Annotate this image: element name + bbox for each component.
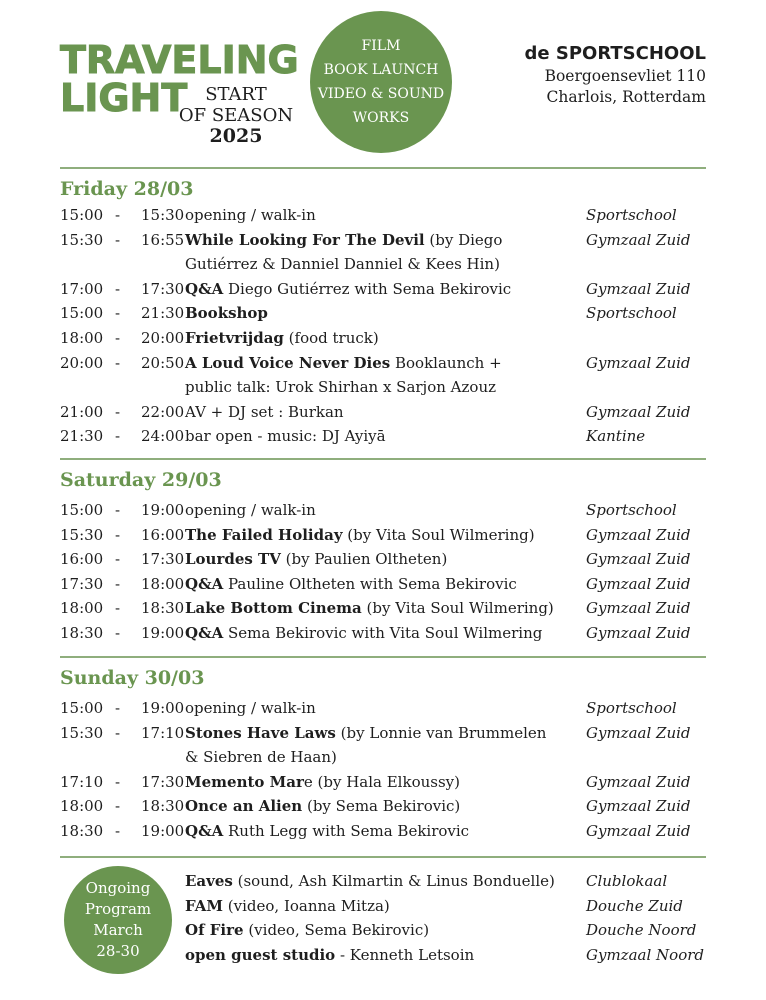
- location: Sportschool: [586, 206, 677, 224]
- program-description: [185, 301, 585, 326]
- location: Gymzaal Noord: [586, 945, 704, 964]
- location: Clublokaal: [586, 872, 668, 890]
- schedule-row: [60, 326, 710, 351]
- location: Sportschool: [586, 304, 677, 323]
- location: Gymzaal Zuid: [586, 772, 691, 791]
- start-time: 17:30: [60, 574, 104, 593]
- start-time: 18:00: [60, 797, 104, 816]
- venue-name: de SPORTSCHOOL: [524, 43, 706, 64]
- season-line-1: START: [205, 84, 267, 105]
- program-description: [185, 596, 585, 621]
- divider: [60, 656, 706, 658]
- schedule-row: [60, 252, 710, 277]
- location: Gymzaal Zuid: [586, 723, 691, 742]
- end-time: 15:30: [141, 206, 185, 224]
- schedule-row: [60, 572, 710, 597]
- program-details: e (by Hala Elkoussy): [303, 772, 460, 791]
- end-time: 16:00: [141, 525, 185, 544]
- day-title-sunday: Sunday 30/03: [60, 667, 205, 689]
- ongoing-row: [185, 894, 710, 918]
- start-time: 16:00: [60, 550, 104, 569]
- program-details: Sema Bekirovic with Vita Soul Wilmering: [223, 624, 543, 642]
- schedule-row: [60, 745, 710, 770]
- program-title: Stones Have Laws: [185, 723, 336, 742]
- program-description: [185, 918, 585, 942]
- schedule-row: [60, 375, 710, 400]
- program-details: AV + DJ set : Burkan: [185, 402, 344, 421]
- location: Douche Noord: [586, 921, 697, 939]
- end-time: 20:50: [141, 353, 185, 372]
- program-details: & Siebren de Haan): [185, 748, 337, 767]
- start-time: 21:00: [60, 402, 104, 421]
- start-time: 18:00: [60, 329, 104, 347]
- program-details: bar open - music: DJ Ayiyā: [185, 427, 386, 446]
- location: Kantine: [586, 427, 646, 446]
- program-description: [185, 326, 585, 351]
- end-time: 17:30: [141, 772, 185, 791]
- location: Gymzaal Zuid: [586, 599, 691, 618]
- program-details: Booklaunch +: [390, 353, 502, 372]
- location: Gymzaal Zuid: [586, 402, 691, 421]
- ongoing-line-3: March: [93, 921, 143, 939]
- divider: [60, 856, 706, 858]
- time-separator: -: [115, 279, 121, 298]
- program-description: [185, 351, 585, 376]
- program-details: opening / walk-in: [185, 206, 316, 224]
- time-separator: -: [115, 797, 121, 816]
- venue-address: Boergoensevliet 110: [544, 67, 706, 85]
- program-details: Ruth Legg with Sema Bekirovic: [223, 822, 470, 840]
- program-title: Q&A: [185, 574, 224, 593]
- program-details: (by Sema Bekirovic): [302, 797, 461, 816]
- season-year: 2025: [209, 125, 263, 147]
- program-title: While Looking For The Devil: [185, 230, 425, 249]
- schedule-row: [60, 621, 710, 646]
- program-title: A Loud Voice Never Dies: [185, 353, 391, 372]
- time-separator: -: [115, 206, 121, 224]
- location: Gymzaal Zuid: [586, 574, 691, 593]
- start-time: 21:30: [60, 427, 104, 446]
- event-title-line-2: LIGHT: [60, 76, 188, 120]
- program-description: [185, 869, 585, 893]
- schedule-row: [60, 400, 710, 425]
- schedule-row: [60, 424, 710, 449]
- location: Douche Zuid: [586, 896, 683, 915]
- time-separator: -: [115, 822, 121, 840]
- program-title: Lake Bottom Cinema: [185, 599, 362, 618]
- end-time: 18:30: [141, 797, 185, 816]
- start-time: 15:30: [60, 723, 104, 742]
- location: Sportschool: [586, 699, 677, 717]
- program-details: (food truck): [283, 329, 379, 347]
- end-time: 24:00: [141, 427, 185, 446]
- start-time: 15:00: [60, 501, 104, 519]
- program-title: Frietvrijdag: [185, 329, 284, 347]
- program-details: (by Paulien Oltheten): [280, 550, 448, 569]
- program-details: (video, Ioanna Mitza): [223, 896, 390, 915]
- time-separator: -: [115, 525, 121, 544]
- location: Sportschool: [586, 501, 677, 519]
- location: Gymzaal Zuid: [586, 550, 691, 569]
- start-time: 15:30: [60, 525, 104, 544]
- program-title: Once an Alien: [185, 797, 303, 816]
- program-details: (by Lonnie van Brummelen: [335, 723, 547, 742]
- end-time: 17:10: [141, 723, 185, 742]
- venue-block: [525, 42, 706, 108]
- time-separator: -: [115, 599, 121, 618]
- end-time: 16:55: [141, 230, 185, 249]
- program-details: - Kenneth Letsoin: [335, 945, 475, 964]
- program-description: [185, 819, 585, 844]
- program-details: (video, Sema Bekirovic): [243, 921, 430, 939]
- program-description: [185, 277, 585, 302]
- program-title: Q&A: [185, 279, 224, 298]
- ongoing-row: [185, 918, 710, 942]
- program-description: [185, 252, 585, 277]
- start-time: 18:30: [60, 822, 104, 840]
- program-details: opening / walk-in: [185, 699, 316, 717]
- time-separator: -: [115, 699, 121, 717]
- divider: [60, 458, 706, 460]
- schedule-row: [60, 696, 710, 721]
- program-description: [185, 400, 585, 425]
- day-title-saturday: Saturday 29/03: [60, 469, 222, 491]
- location: Gymzaal Zuid: [586, 822, 691, 840]
- time-separator: -: [115, 723, 121, 742]
- schedule-row: [60, 228, 710, 253]
- start-time: 15:30: [60, 230, 104, 249]
- end-time: 18:00: [141, 574, 185, 593]
- program-details: public talk: Urok Shirhan x Sarjon Azouz: [185, 378, 497, 397]
- location: Gymzaal Zuid: [586, 797, 691, 816]
- program-description: [185, 770, 585, 795]
- program-description: [185, 745, 585, 770]
- time-separator: -: [115, 772, 121, 791]
- venue-city: Charlois, Rotterdam: [546, 88, 706, 106]
- start-time: 17:00: [60, 279, 104, 298]
- schedule-row: [60, 770, 710, 795]
- program-details: (by Diego: [424, 230, 503, 249]
- season-label: [174, 84, 298, 147]
- program-details: (by Vita Soul Wilmering): [361, 599, 554, 618]
- program-title: FAM: [185, 896, 224, 915]
- schedule-row: [60, 351, 710, 376]
- program-description: [185, 375, 585, 400]
- time-separator: -: [115, 230, 121, 249]
- category-film: FILM: [361, 38, 401, 54]
- location: Gymzaal Zuid: [586, 279, 691, 298]
- program-description: [185, 498, 585, 523]
- program-title: The Failed Holiday: [185, 525, 343, 544]
- program-description: [185, 572, 585, 597]
- ongoing-row: [185, 943, 710, 967]
- category-works: WORKS: [352, 110, 410, 126]
- program-description: [185, 894, 585, 918]
- end-time: 19:00: [141, 822, 185, 840]
- time-separator: -: [115, 329, 121, 347]
- start-time: 18:00: [60, 599, 104, 618]
- ongoing-line-4: 28-30: [96, 942, 140, 960]
- program-description: [185, 523, 585, 548]
- program-description: [185, 794, 585, 819]
- schedule-row: [60, 301, 710, 326]
- schedule-row: [60, 819, 710, 844]
- program-details: opening / walk-in: [185, 501, 316, 519]
- end-time: 21:30: [141, 304, 185, 323]
- end-time: 17:30: [141, 550, 185, 569]
- schedule-row: [60, 203, 710, 228]
- ongoing-line-1: Ongoing: [85, 879, 151, 897]
- time-separator: -: [115, 353, 121, 372]
- program-details: Gutiérrez & Danniel Danniel & Kees Hin): [185, 255, 500, 274]
- end-time: 22:00: [141, 402, 185, 421]
- program-description: [185, 721, 585, 746]
- program-description: [185, 228, 585, 253]
- category-video-sound: VIDEO & SOUND: [317, 86, 445, 102]
- start-time: 15:00: [60, 304, 104, 323]
- program-description: [185, 203, 585, 228]
- program-details: (by Vita Soul Wilmering): [342, 525, 535, 544]
- end-time: 20:00: [141, 329, 185, 347]
- ongoing-row: [185, 869, 710, 893]
- day-title-friday: Friday 28/03: [60, 178, 194, 200]
- program-title: Memento Mar: [185, 772, 304, 791]
- start-time: 15:00: [60, 206, 104, 224]
- program-title: Q&A: [185, 624, 224, 642]
- start-time: 17:10: [60, 772, 104, 791]
- program-title: Q&A: [185, 822, 224, 840]
- schedule-row: [60, 523, 710, 548]
- location: Gymzaal Zuid: [586, 525, 691, 544]
- ongoing-line-2: Program: [84, 900, 152, 918]
- time-separator: -: [115, 574, 121, 593]
- schedule-row: [60, 498, 710, 523]
- time-separator: -: [115, 624, 121, 642]
- program-title: Of Fire: [185, 921, 244, 939]
- schedule-row: [60, 277, 710, 302]
- time-separator: -: [115, 304, 121, 323]
- end-time: 19:00: [141, 699, 185, 717]
- program-title: Lourdes TV: [185, 550, 281, 569]
- start-time: 15:00: [60, 699, 104, 717]
- location: Gymzaal Zuid: [586, 230, 691, 249]
- program-details: Diego Gutiérrez with Sema Bekirovic: [223, 279, 512, 298]
- program-description: [185, 547, 585, 572]
- program-title: Eaves: [185, 872, 233, 890]
- end-time: 18:30: [141, 599, 185, 618]
- location: Gymzaal Zuid: [586, 353, 691, 372]
- program-details: (sound, Ash Kilmartin & Linus Bonduelle): [232, 872, 555, 890]
- end-time: 17:30: [141, 279, 185, 298]
- season-line-2: OF SEASON: [178, 105, 294, 126]
- schedule-row: [60, 596, 710, 621]
- schedule-row: [60, 794, 710, 819]
- program-description: [185, 696, 585, 721]
- program-description: [185, 424, 585, 449]
- program-description: [185, 621, 585, 646]
- divider: [60, 167, 706, 169]
- end-time: 19:00: [141, 501, 185, 519]
- schedule-row: [60, 547, 710, 572]
- time-separator: -: [115, 427, 121, 446]
- program-details: Pauline Oltheten with Sema Bekirovic: [223, 574, 517, 593]
- end-time: 19:00: [141, 624, 185, 642]
- time-separator: -: [115, 501, 121, 519]
- time-separator: -: [115, 402, 121, 421]
- time-separator: -: [115, 550, 121, 569]
- schedule-row: [60, 721, 710, 746]
- location: Gymzaal Zuid: [586, 624, 691, 642]
- event-title-line-1: TRAVELING: [60, 38, 299, 82]
- program-title: open guest studio: [185, 945, 336, 964]
- program-title: Bookshop: [185, 304, 268, 323]
- ongoing-program-badge: [64, 866, 172, 974]
- category-book-launch: BOOK LAUNCH: [323, 62, 439, 78]
- program-description: [185, 943, 585, 967]
- categories-badge: [310, 11, 452, 153]
- start-time: 18:30: [60, 624, 104, 642]
- start-time: 20:00: [60, 353, 104, 372]
